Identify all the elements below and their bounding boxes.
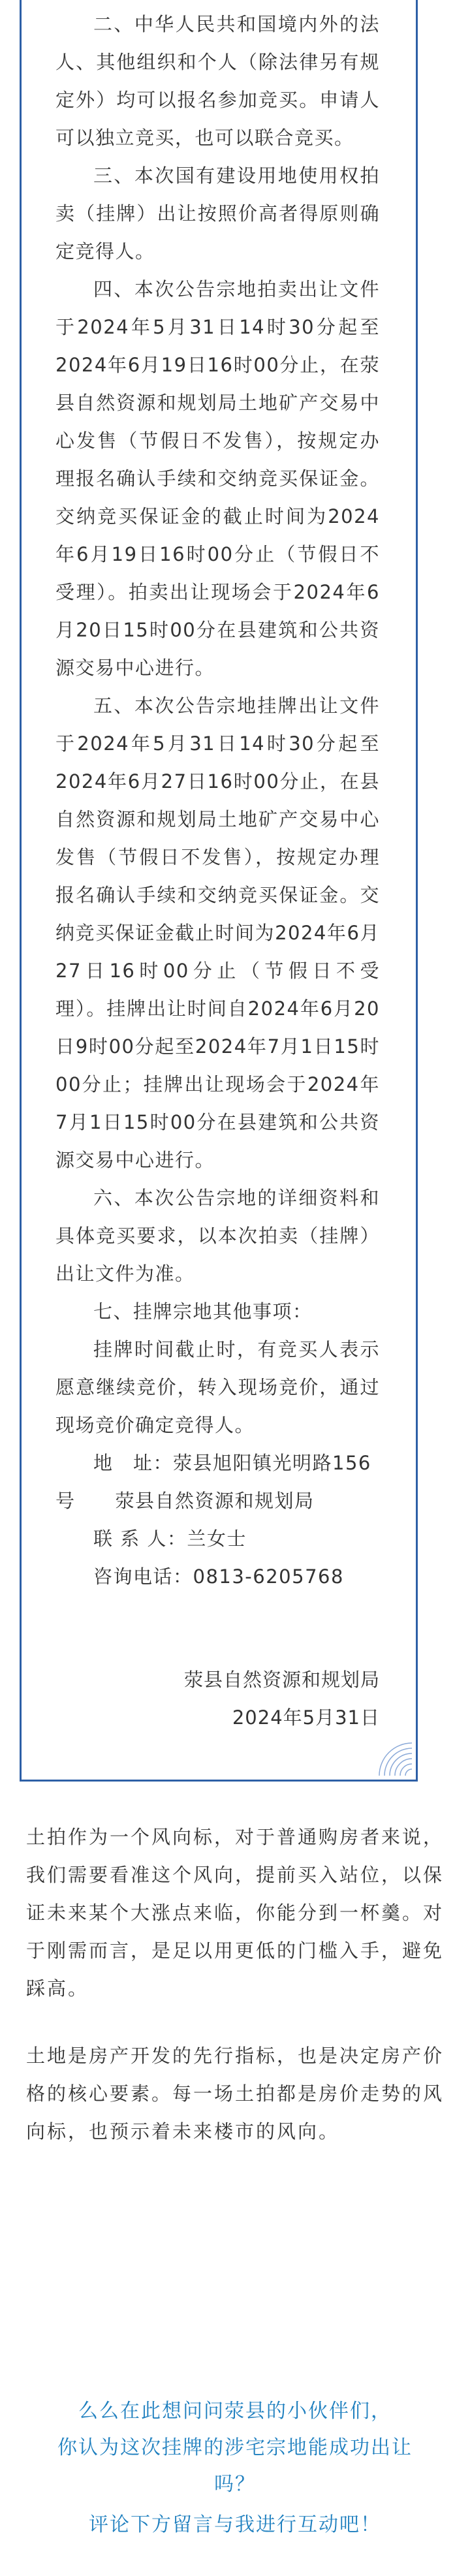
notice-phone: 咨询电话：0813-6205768	[93, 1565, 344, 1588]
notice-address-line-2: 号 荥县自然资源和规划局	[55, 1490, 315, 1512]
question-line-2: 你认为这次挂牌的涉宅宗地能成功出让	[57, 2436, 413, 2459]
article-paragraph-1: 土拍作为一个风向标，对于普通购房者来说，我们需要看准这个风向，提前买入站位，以保证未来某个大涨点来临，你能分到一杯羹。对于刚需而言，是足以用更低的门槛入手，避免踩高。	[26, 1826, 445, 2000]
notice-clause-2: 二、中华人民共和国境内外的法人、其他组织和个人（除法律另有规定外）均可以报名参加竞买。申请人可以独立竞买，也可以联合竞买。	[55, 13, 380, 149]
notice-clause-7-body: 挂牌时间截止时，有竞买人表示愿意继续竞价，转入现场竞价，通过现场竞价确定竞得人。	[55, 1338, 380, 1436]
question-line-3: 吗？	[214, 2473, 256, 2496]
notice-clause-5: 五、本次公告宗地挂牌出让文件于2024年5月31日14时30分起至2024年6月27日16时00分止，在县自然资源和规划局土地矿产交易中心发售（节假日不发售），按规定办理报名确认手续和交纳竞买保证金。交纳竞买保证金截止时间为2024年6月27日16时00分止（节假日不受理）。挂牌出让时间自2024年6月20日9时00分起至2024年7月1日15时00分止；挂牌出让现场会于2024年7月1日15时00分在县建筑和公共资源交易中心进行。	[55, 695, 380, 1171]
question-line-4: 评论下方留言与我进行互动吧！	[89, 2513, 381, 2536]
notice-clause-6: 六、本次公告宗地的详细资料和具体竞买要求，以本次拍卖（挂牌）出让文件为准。	[55, 1187, 380, 1285]
notice-clause-7-heading: 七、挂牌宗地其他事项：	[93, 1300, 313, 1323]
notice-clause-3: 三、本次国有建设用地使用权拍卖（挂牌）出让按照价高者得原则确定竞得人。	[55, 165, 380, 262]
article-paragraph-2: 土地是房产开发的先行指标，也是决定房产价格的核心要素。每一场土拍都是房价走势的风向标，也预示着未来楼市的风向。	[26, 2045, 445, 2143]
land-notice-card	[20, 0, 418, 1782]
question-line-1: 么么在此想问问荥县的小伙伴们，	[78, 2400, 392, 2423]
signature-org: 荥县自然资源和规划局	[183, 1669, 380, 1691]
notice-clause-4: 四、本次公告宗地拍卖出让文件于2024年5月31日14时30分起至2024年6月19日16时00分止，在荥县自然资源和规划局土地矿产交易中心发售（节假日不发售），按规定办理报名确认手续和交纳竞买保证金。交纳竞买保证金的截止时间为2024年6月19日16时00分止（节假日不受理）。拍卖出让现场会于2024年6月20日15时00分在县建筑和公共资源交易中心进行。	[55, 278, 380, 679]
notice-contact: 联 系 人：兰女士	[93, 1528, 247, 1550]
signature-spacer	[55, 1595, 380, 1661]
notice-address-line-1: 地 址：荥县旭阳镇光明路156	[93, 1452, 371, 1474]
corner-arc-decoration-icon	[366, 1736, 412, 1776]
signature-date: 2024年5月31日	[232, 1706, 380, 1729]
